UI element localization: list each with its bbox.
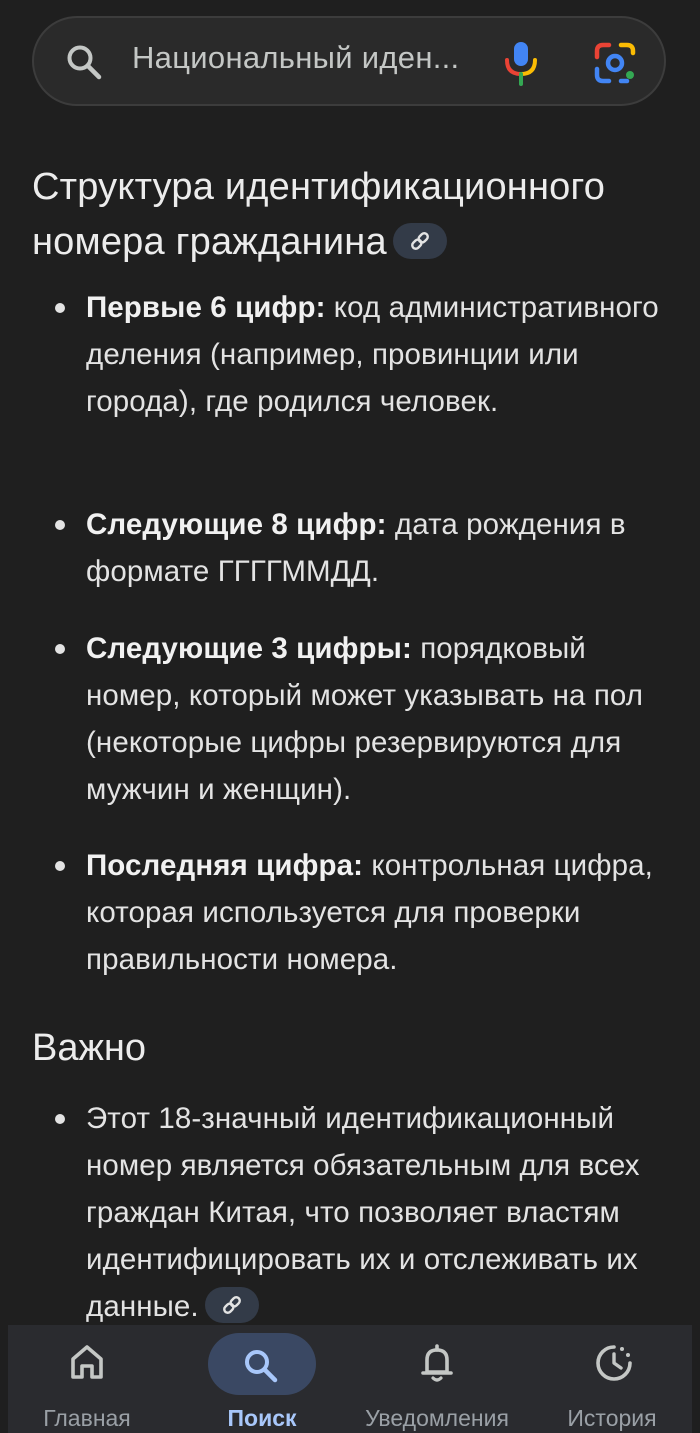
- google-lens-icon[interactable]: [593, 41, 637, 85]
- search-input[interactable]: Национальный иден...: [132, 40, 460, 75]
- item-label: Последняя цифра:: [86, 849, 364, 882]
- bullet-dot: [55, 861, 65, 871]
- nav-label: Главная: [43, 1405, 131, 1431]
- item-text: дата рождения в формате ГГГГММДД.: [86, 508, 626, 588]
- bell-icon: [419, 1343, 455, 1383]
- link-icon: [221, 1294, 243, 1316]
- list-item: [86, 842, 676, 983]
- nav-item-search[interactable]: [204, 1325, 320, 1433]
- item-text: контрольная цифра, которая используется для проверки правильности номера.: [86, 849, 653, 976]
- item-label: Следующие 3 цифры:: [86, 632, 412, 665]
- nav-item-notifications[interactable]: [354, 1325, 520, 1433]
- list-item: [86, 284, 676, 425]
- link-chip[interactable]: [205, 1287, 259, 1323]
- list-item: [86, 625, 676, 813]
- section-title: [32, 160, 672, 270]
- nav-label: История: [567, 1405, 657, 1431]
- item-text: код административного деления (например, провинции или города), где родился человек.: [86, 291, 659, 418]
- section-title-important: Важно: [32, 1027, 147, 1069]
- nav-label: Поиск: [227, 1405, 297, 1431]
- item-label: Следующие 8 цифр:: [86, 508, 387, 541]
- bullet-dot: [55, 303, 65, 313]
- link-icon: [409, 230, 431, 252]
- nav-label: Уведомления: [365, 1405, 509, 1431]
- nav-item-history[interactable]: [554, 1325, 670, 1433]
- nav-item-home[interactable]: [8, 1325, 166, 1433]
- search-icon[interactable]: [64, 42, 104, 82]
- link-chip[interactable]: [393, 223, 447, 259]
- item-text: Этот 18-значный идентификационный номер является обязательным для всех граждан Китая, что позволяет властям идентифицировать их и отслеживать их данные.: [86, 1102, 640, 1323]
- bottom-navigation: [8, 1325, 692, 1433]
- microphone-icon[interactable]: [503, 40, 539, 86]
- search-icon: [242, 1347, 280, 1385]
- search-header: [0, 0, 700, 124]
- bullet-dot: [55, 520, 65, 530]
- bullet-dot: [55, 1114, 65, 1124]
- list-item: [86, 1095, 676, 1330]
- item-label: Первые 6 цифр:: [86, 291, 326, 324]
- bullet-dot: [55, 644, 65, 654]
- section-title-text: Структура идентификационного номера гражданина: [32, 166, 606, 263]
- home-icon: [69, 1343, 105, 1381]
- list-item: [86, 501, 676, 595]
- history-icon: [594, 1343, 634, 1383]
- item-text: порядковый номер, который может указывать на пол (некоторые цифры резервируются для мужчин и женщин).: [86, 632, 644, 806]
